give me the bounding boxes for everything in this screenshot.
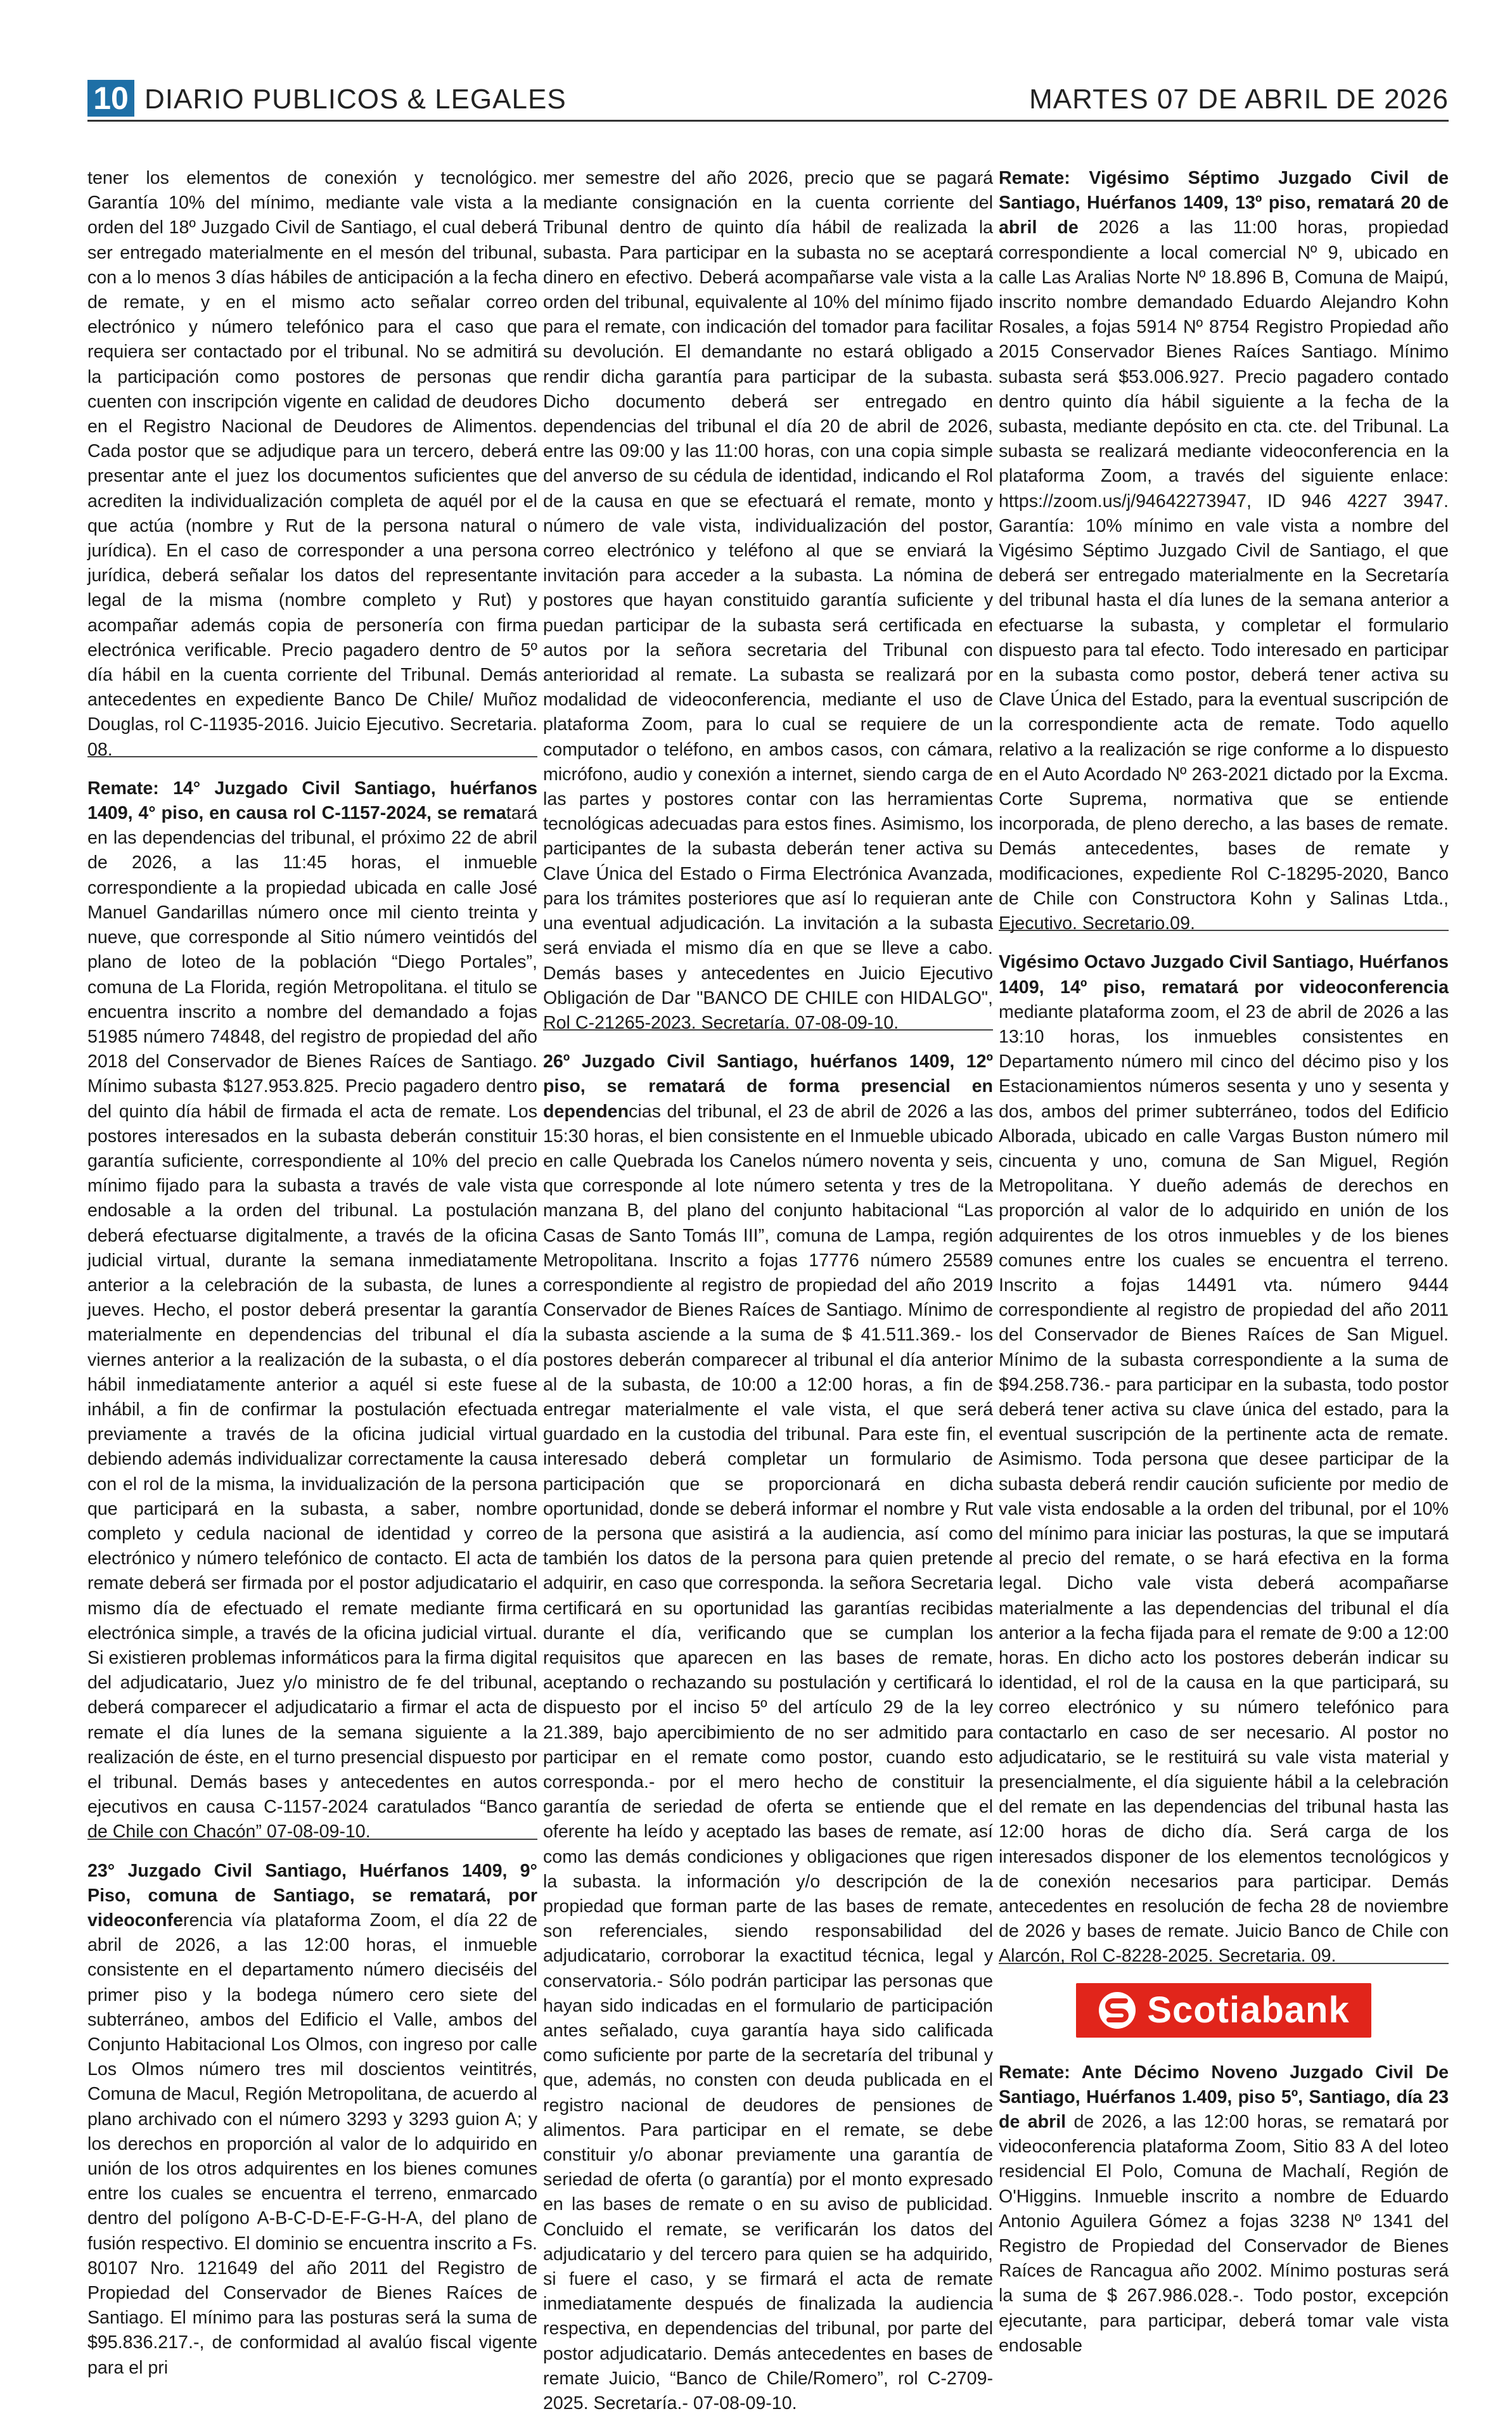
notice-23-juzgado-continued [543,166,993,1036]
scotiabank-logo [1076,1983,1371,2038]
notice-body: de 2026, a las 12:00 horas, se rematará por videoconferencia plataforma Zoom, Sitio 83 A del loteo residencial El Polo, Comuna de Machalí, Región de O'Higgins. Inmueble inscrito a nombre de Eduardo Antonio Aguilera Gómez a fojas 3238 Nº 1341 del Registro de Propiedad del Conservador de Bienes Raíces de Rancagua año 2002. Mínimo posturas será la suma de $ 267.986.028.-. Todo postor, excepción ejecutante, para participar, deberá tomar vale vista endosable [999,2112,1449,2356]
page-number: 10 [87,80,134,117]
notice-body: rencia vía plataforma Zoom, el día 22 de abril de 2026, a las 12:00 horas, el inmueble consistente en el departamento número dieciséis del primer piso y la bodega número cero siete del subterráneo, ambos del Edificio el Valle, ambos del Conjunto Habitacional Los Olmos, con ingreso por calle Los Olmos número tres mil doscientos veintitrés, Comuna de Macul, Región Metropolitana, de acuerdo al plano archivado con el número 3293 y 3293 guion A; y los derechos en proporción al valor de lo adquirido en unión de los otros adquirentes en los bienes comunes entre los cuales se encuentra el terreno, enmarcado dentro del polígono A-B-C-D-E-F-G-H-A, del plano de fusión respectivo. El dominio se encuentra inscrito a Fs. 80107 Nro. 121649 del año 2011 del Registro de Propiedad del Conservador de Bienes Raíces de Santiago. El mínimo para las posturas será la suma de $95.836.217.-, de conformidad al avalúo fiscal vigente para el pri [87,1910,537,2378]
publication-name: DIARIO PUBLICOS & LEGALES [144,84,567,115]
notice-heading: Remate: Vigésimo Séptimo Juzgado Civil de Santiago, Huérfanos 1409, 13º piso, rematará 20 de abril de [999,168,1449,238]
notice-body: tener los elementos de conexión y tecnológico. Garantía 10% del mínimo, mediante vale vista a la orden del 18º Juzgado Civil de Santiago, el cual deberá ser entregado materialmente en el mesón del tribunal, con a lo menos 3 días hábiles de anticipación a la fecha de remate, y en el mismo acto señalar correo electrónico y número telefónico para el caso que requiera ser contactado por el tribunal. No se admitirá la participación como postores de personas que cuenten con inscripción vigente en calidad de deudores en el Registro Nacional de Deudores de Alimentos. Cada postor que se adjudique para un tercero, deberá presentar ante el juez los documentos suficientes que acrediten la individualización completa de aquél por el que actúa (nombre y Rut de la persona natural o jurídica). En el caso de corresponder a una persona jurídica, deberá señalar los datos del representante legal de la misma (nombre completo y Rut) y acompañar además copia de personería con firma electrónica verificable. Precio pagadero dentro de 5º día hábil en la cuenta corriente del Tribunal. Demás antecedentes en expediente Banco De Chile/ Muñoz Douglas, rol C-11935-2016. Juicio Ejecutivo. Secretaria. 08. [87,168,537,760]
notice-body: tará en las dependencias del tribunal, el próximo 22 de abril de 2026, a las 11:45 horas, el inmueble correspondiente a la propiedad ubicada en calle José Manuel Gandarillas número once mil ciento treinta y nueve, que corresponde al Sitio número veintidós del plano de loteo de la población “Diego Portales”, comuna de La Florida, región Metropolitana. el titulo se encuentra inscrito a nombre del demandado a fojas 51985 número 74848, del registro de propiedad del año 2018 del Conservador de Bienes Raíces de Santiago. Mínimo subasta $127.953.825. Precio pagadero dentro del quinto día hábil de firmada el acta de remate. Los postores interesados en la subasta deberán constituir garantía suficiente, correspondiente al 10% del precio mínimo fijado para la subasta a través de vale vista endosable a la orden del tribunal. La postulación deberá efectuarse digitalmente, a través de la oficina judicial virtual, durante la semana inmediatamente anterior a la celebración de la subasta, de lunes a jueves. Hecho, el postor deberá presentar la garantía materialmente en dependencias del tribunal el día viernes anterior a la realización de la subasta, o el día hábil inmediatamente anterior a aquél si este fuese inhábil, a fin de confirmar la postulación efectuada previamente a través de la oficina judicial virtual debiendo además individualizar correctamente la causa con el rol de la misma, la invidualización de la persona que participará en la subasta, a saber, nombre completo y cedula nacional de identidad y correo electrónico y número telefónico de contacto. El acta de remate deberá ser firmada por el postor adjudicatario el mismo día de efectuado el remate mediante firma electrónica simple, a través de la oficina judicial virtual. Si existieren problemas informáticos para la firma digital del adjudicatario, Juez y/o ministro de fe del tribunal, deberá comparecer el adjudicatario a firmar el acta de remate el día lunes de la semana siguiente a la realización de éste, en el turno presencial dispuesto por el tribunal. Demás bases y antecedentes en autos ejecutivos en causa C-1157-2024 caratulados “Banco de Chile con Chacón” 07-08-09-10. [87,803,537,1842]
column-1 [87,166,537,2378]
scotiabank-s-icon [1098,1991,1137,2030]
notice-body: mer semestre del año 2026, precio que se pagará mediante consignación en la cuenta corriente del Tribunal dentro de quinto día hábil de realizada la subasta. Para participar en la subasta no se aceptará dinero en efectivo. Deberá acompañarse vale vista a la orden del tribunal, equivalente al 10% del mínimo fijado para el remate, con indicación del tomador para facilitar su devolución. El demandante no estará obligado a rendir dicha garantía para participar de la subasta. Dicho documento deberá ser entregado en dependencias del tribunal el día 20 de abril de 2026, entre las 09:00 y las 11:00 horas, con una copia simple del anverso de su cédula de identidad, indicando el Rol de la causa en que se efectuará el remate, monto y número de vale vista, individualización del postor, correo electrónico y teléfono al que se enviará la invitación para acceder a la subasta. La nómina de postores que hayan constituido garantía suficiente y puedan participar de la subasta será certificada en autos por la señora secretaria del Tribunal con anterioridad al remate. La subasta se realizará por modalidad de videoconferencia, mediante el uso de plataforma Zoom, para lo cual se requiere de un computador o teléfono, en ambos casos, con cámara, micrófono, audio y conexión a internet, siendo carga de las partes y postores contar con las herramientas tecnológicas adecuadas para estos fines. Asimismo, los participantes de la subasta deberán tener activa su Clave Única del Estado o Firma Electrónica Avanzada, para los trámites posteriores que así lo requieran ante una eventual adjudicación. La invitación a la subasta será enviada el mismo día en que se lleve a cabo. Demás bases y antecedentes en Juicio Ejecutivo Obligación de Dar "BANCO DE CHILE con HIDALGO", Rol C-21265-2023. Secretaría. 07-08-09-10. [543,168,993,1033]
column-2 [543,166,993,2414]
header-rule [87,120,1449,122]
notice-body: cias del tribunal, el 23 de abril de 2026 a las 15:30 horas, el bien consistente en el Inmueble ubicado en calle Quebrada los Canelos número noventa y seis, que corresponde al lote número setenta y tres de la manzana B, del plano del conjunto habitacional “Las Casas de Santo Tomás III”, comuna de Lampa, región Metropolitana. Inscrito a fojas 17776 número 25589 correspondiente al registro de propiedad del año 2019 Conservador de Bienes Raíces de Santiago. Mínimo de la subasta asciende a la suma de $ 41.511.369.- los postores deberán comparecer al tribunal el día anterior al de la subasta, de 10:00 a 12:00 horas, a fin de entregar materialmente el vale vista, el que será guardado en la custodia del tribunal. Para este fin, el interesado deberá completar un formulario de participación que se proporcionará en dicha oportunidad, donde se deberá informar el nombre y Rut de la persona que asistirá a la audiencia, así como también los datos de la persona para quien pretende adquirir, en caso que corresponda. la señora Secretaria certificará en su oportunidad las garantías recibidas durante el día, verificando que se cumplan los requisitos que aparecen en las bases de remate, aceptando o rechazando su postulación y certificará lo dispuesto por el inciso 5º del artículo 29 de la ley 21.389, bajo apercibimiento de no ser admitido para participar en el remate como postor, cuando esto corresponda.- por el mero hecho de constituir la garantía de seriedad de oferta se entiende que el oferente ha leído y aceptado las bases de remate, así como las demás condiciones y obligaciones que rigen la subasta. la información y/o descripción de la propiedad que forman parte de las bases de remate, son referenciales, siendo responsabilidad del adjudicatario, corroborar la exactitud técnica, legal y conservatoria.- Sólo podrán participar las personas que hayan sido indicadas en el formulario de participación antes señalado, cuya garantía haya sido calificada como suficiente por parte de la secretaría del tribunal y que, además, no consten con deuda publicada en el registro nacional de deudores de pensiones de alimentos. Para participar en el remate, se debe constituir y/o abonar previamente una garantía de seriedad de oferta (o garantía) por el monto expresado en las bases de remate o en su aviso de publicidad. Concluido el remate, se verificarán los datos del adjudicatario y del tercero para quien se ha adquirido, si fuere el caso, y se firmará el acta de remate inmediatamente después de finalizada la audiencia respectiva, en dependencias del tribunal, por parte del postor adjudicatario. Demás antecedentes en bases de remate Juicio, “Banco de Chile/Romero”, rol C-2709-2025. Secretaría.- 07-08-09-10. [543,1101,993,2414]
notice-14-juzgado [87,776,537,1845]
notice-body: 2026 a las 11:00 horas, propiedad correspondiente a local comercial Nº 9, ubicado en calle Las Aralias Norte Nº 18.896 B, Comuna de Maipú, inscrito nombre demandado Eduardo Alejandro Kohn Rosales, a fojas 5914 Nº 8754 Registro Propiedad año 2015 Conservador Bienes Raíces Santiago. Mínimo subasta será $53.006.927. Precio pagadero contado dentro quinto día hábil siguiente a la fecha de la subasta, mediante depósito en cta. cte. del Tribunal. La subasta se realizará mediante videoconferencia en la plataforma Zoom, a través del siguiente enlace: https://zoom.us/j/94642273947, ID 946 4227 3947. Garantía: 10% mínimo en vale vista a nombre del Vigésimo Séptimo Juzgado Civil de Santiago, el que deberá ser entregado materialmente en la Secretaría del tribunal hasta el día lunes de la semana anterior a efectuarse la subasta, y completar el formulario dispuesto para tal efecto. Todo interesado en participar en la subasta como postor, deberá tener activa su Clave Única del Estado, para la eventual suscripción de la correspondiente acta de remate. Todo aquello relativo a la realización se rige conforme a lo dispuesto en el Auto Acordado Nº 263-2021 dictado por la Excma. Corte Suprema, normativa que se entiende incorporada, de pleno derecho, a las bases de remate. Demás antecedentes, bases de remate y modificaciones, expediente Rol C-18295-2020, Banco de Chile con Constructora Kohn y Salinas Ltda., Ejecutivo. Secretario.09. [999,217,1449,934]
page-header [87,80,1449,117]
notice-heading: 23° Juzgado Civil Santiago, Huérfanos 1409, 9° Piso, comuna de Santiago, se rematará, por videoconfe [87,1860,537,1931]
notice-27-juzgado [999,166,1449,936]
scotiabank-wordmark: Scotiabank [1147,1989,1350,2031]
notice-18-juzgado-continued [87,166,537,762]
notice-body: mediante plataforma zoom, el 23 de abril de 2026 a las 13:10 horas, los inmuebles consistentes en Departamento número mil cinco del décimo piso y los Estacionamientos números sesenta y uno y sesenta y dos, ambos del primer subterráneo, todos del Edificio Alborada, ubicado en calle Vargas Buston número mil cincuenta y uno, comuna de San Miguel, Región Metropolitana. Y dueño además de derechos en proporción al valor de lo adquirido en unión de los adquirentes de los otros inmuebles y de los bienes comunes entre los cuales se encuentra el terreno. Inscrito a fojas 14491 vta. número 9444 correspondiente al registro de propiedad del año 2011 del Conservador de Bienes Raíces de San Miguel. Mínimo de la subasta correspondiente a la suma de $94.258.736.- para participar en la subasta, todo postor deberá tener activa su clave única del estado, para la eventual suscripción de la pertinente acta de remate. Asimismo. Toda persona que desee participar de la subasta deberá rendir caución suficiente por medio de vale vista endosable a la orden del tribunal, por el 10% del mínimo para iniciar las posturas, la que se imputará al precio del remate, o se hará efectiva en la forma legal. Dicho vale vista deberá acompañarse materialmente a las dependencias del tribunal el día anterior a la fecha fijada para el remate de 9:00 a 12:00 horas. En dicho acto los postores deberán indicar su identidad, el rol de la causa en la que participará, su correo electrónico y su número telefónico para contactarlo en caso de ser necesario. Al postor no adjudicatario, se le restituirá su vale vista material y presencialmente, el día siguiente hábil a la celebración del remate en las dependencias del tribunal hasta las 12:00 horas de dicho día. Será carga de los interesados disponer de los elementos tecnológicos y de conexión necesarios para participar. Demás antecedentes en resolución de fecha 28 de noviembre de 2026 y bases de remate. Juicio Banco de Chile con Alarcón, Rol C-8228-2025. Secretaria. 09. [999,1001,1449,1967]
notice-separator [87,756,537,757]
notice-23-juzgado [87,1859,537,2381]
notice-heading: 26º Juzgado Civil Santiago, huérfanos 1409, 12º piso, se rematará de forma presencial en dependen [543,1051,993,1122]
scotiabank-logo-block [999,1983,1449,2038]
notice-26-juzgado [543,1050,993,2416]
notice-heading: Remate: Ante Décimo Noveno Juzgado Civil De Santiago, Huérfanos 1.409, piso 5º, Santiago, día 23 de abril [999,2062,1449,2133]
notice-heading: Remate: 14° Juzgado Civil Santiago, huérfanos 1409, 4° piso, en causa rol C-1157-2024, se rema [87,778,537,824]
notice-heading: Vigésimo Octavo Juzgado Civil Santiago, Huérfanos 1409, 14º piso, rematará por videoconferencia [999,952,1449,998]
notice-28-juzgado [999,950,1449,1969]
column-3 [999,166,1449,2356]
issue-date: MARTES 07 DE ABRIL DE 2026 [1029,84,1449,115]
notice-19-juzgado [999,2060,1449,2358]
